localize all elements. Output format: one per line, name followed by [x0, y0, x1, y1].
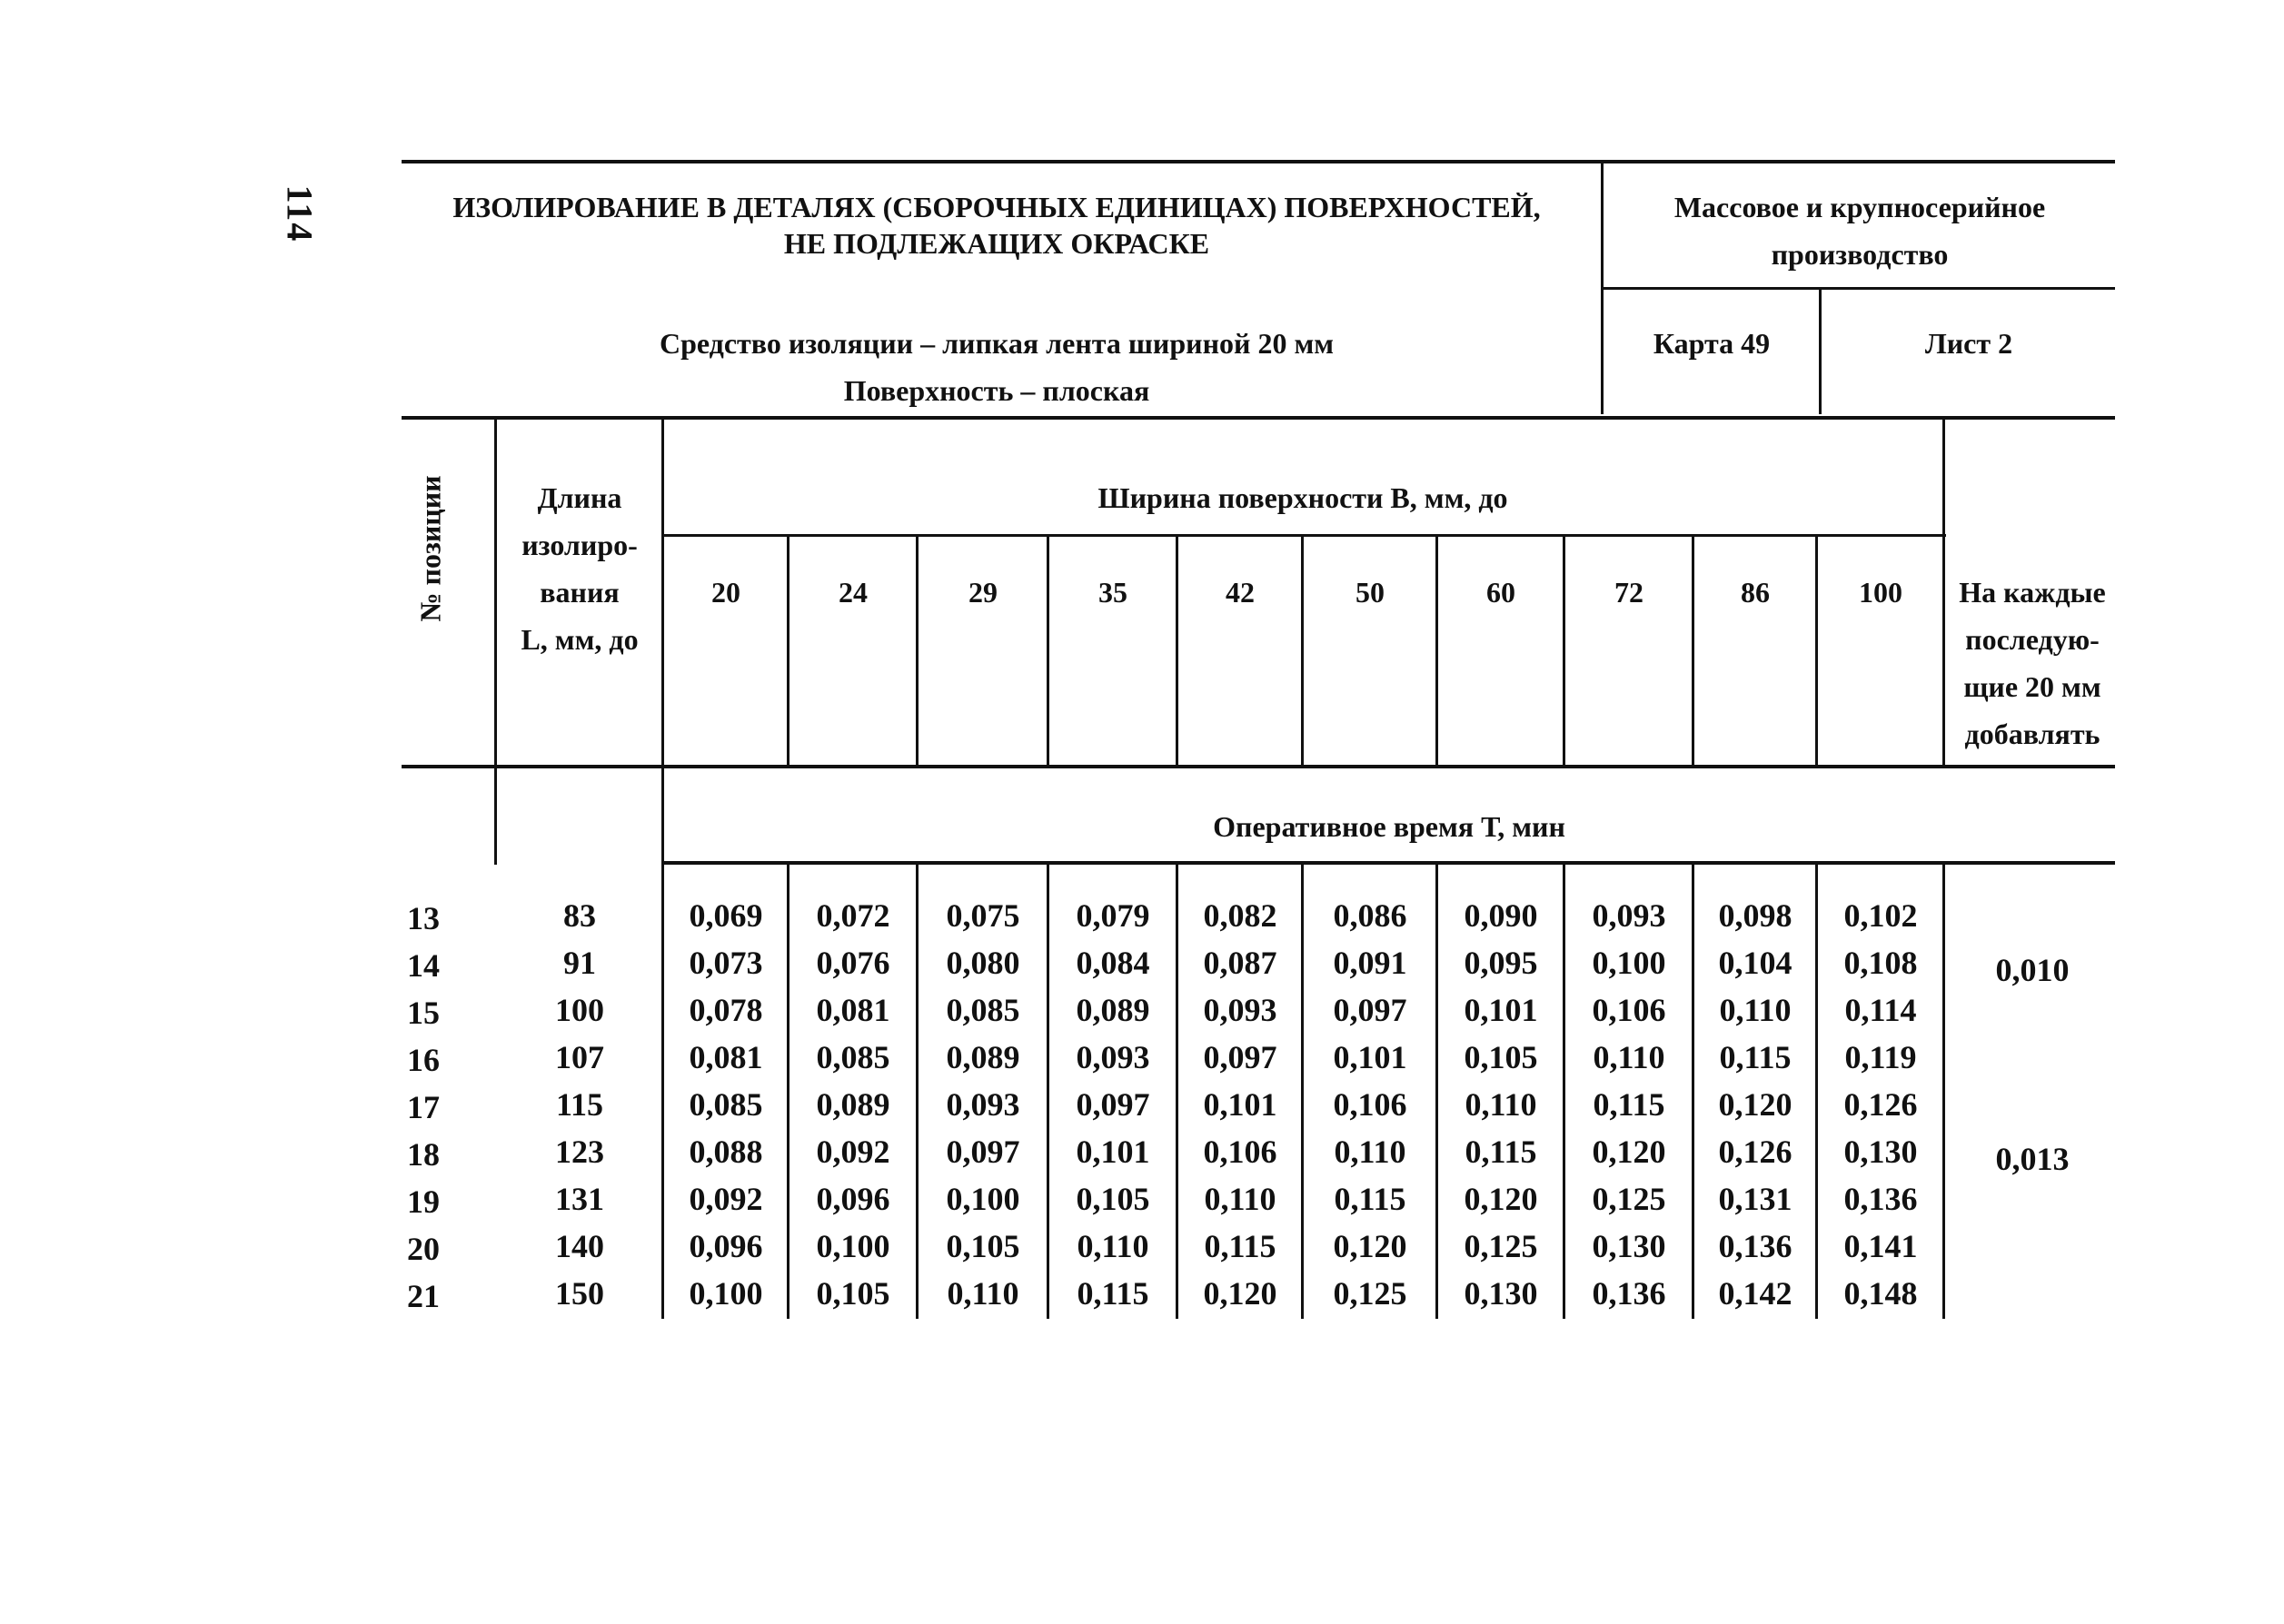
time-value: 0,115 [1465, 1134, 1537, 1170]
time-value: 0,115 [1593, 1086, 1665, 1123]
length-value: 123 [555, 1134, 604, 1170]
time-value: 0,106 [1592, 992, 1666, 1028]
time-value: 0,120 [1203, 1275, 1277, 1312]
time-value: 0,110 [1719, 992, 1792, 1028]
width-column-separator [1047, 536, 1049, 767]
time-value: 0,100 [816, 1228, 890, 1264]
card-sheet-divider [1819, 287, 1822, 414]
time-value: 0,085 [689, 1086, 763, 1123]
width-column-separator [1435, 536, 1438, 767]
width-column-label: 29 [968, 576, 998, 609]
time-value: 0,097 [946, 1134, 1020, 1170]
width-column-separator [1815, 536, 1818, 767]
time-value: 0,126 [1718, 1134, 1792, 1170]
time-value: 0,125 [1464, 1228, 1538, 1264]
columns-bottom-rule [402, 765, 2115, 768]
time-value: 0,076 [816, 945, 890, 981]
time-value: 0,110 [1334, 1134, 1406, 1170]
width-column-label: 100 [1859, 576, 1902, 609]
header-bottom-rule [402, 416, 2115, 420]
data-column-separator [916, 865, 919, 1319]
time-value: 0,080 [946, 945, 1020, 981]
time-value: 0,093 [1076, 1039, 1150, 1075]
time-value: 0,106 [1203, 1134, 1277, 1170]
time-value: 0,115 [1334, 1181, 1406, 1217]
insulation-line-2: Поверхность – плоская [843, 374, 1150, 407]
position-number: 14 [407, 947, 440, 984]
time-value: 0,119 [1844, 1039, 1917, 1075]
time-value: 0,096 [816, 1181, 890, 1217]
time-value: 0,136 [1718, 1228, 1792, 1264]
data-column-separator [1942, 865, 1945, 1319]
position-number: 15 [407, 995, 440, 1031]
data-column-separator [1176, 865, 1178, 1319]
length-header-line-1: Длина [537, 481, 622, 514]
position-header-label: № позиции [413, 475, 447, 622]
width-column-label: 20 [711, 576, 740, 609]
time-value: 0,106 [1333, 1086, 1407, 1123]
length-value: 115 [555, 1086, 603, 1123]
card-number: Карта 49 [1653, 327, 1771, 360]
time-value: 0,136 [1592, 1275, 1666, 1312]
width-column-separator [1563, 536, 1565, 767]
add-header-line-1: На каждые [1959, 576, 2106, 609]
width-column-label: 86 [1741, 576, 1770, 609]
length-value: 107 [555, 1039, 604, 1075]
time-value: 0,092 [689, 1181, 763, 1217]
length-header-line-3: вания [540, 576, 620, 609]
position-number: 13 [407, 900, 440, 936]
width-column-separator [1692, 536, 1694, 767]
time-value: 0,130 [1843, 1134, 1918, 1170]
width-column-separator [916, 536, 919, 767]
time-header: Оперативное время Т, мин [1213, 810, 1565, 843]
length-value: 131 [555, 1181, 604, 1217]
data-column-separator [1692, 865, 1694, 1319]
insulation-info [402, 320, 1592, 414]
data-column-separator [787, 865, 789, 1319]
time-value: 0,093 [946, 1086, 1020, 1123]
position-number: 20 [407, 1231, 440, 1267]
time-value: 0,075 [946, 897, 1020, 934]
insulation-line-1: Средство изоляции – липкая лента шириной 20 мм [659, 327, 1335, 360]
width-column-separator [1301, 536, 1304, 767]
time-value: 0,136 [1843, 1181, 1918, 1217]
time-value: 0,101 [1464, 992, 1538, 1028]
title-line-1: ИЗОЛИРОВАНИЕ В ДЕТАЛЯХ (СБОРОЧНЫХ ЕДИНИЦАХ) ПОВЕРХНОСТЕЙ, [452, 191, 1541, 223]
add-header-line-4: добавлять [1964, 718, 2100, 750]
data-column-separator [1047, 865, 1049, 1319]
width-column-label: 50 [1356, 576, 1385, 609]
add-header-line-2: последую- [1965, 623, 2100, 656]
time-value: 0,087 [1203, 945, 1277, 981]
add-header [1946, 569, 2119, 758]
table-vline-add [1942, 420, 1945, 768]
time-value: 0,081 [816, 992, 890, 1028]
time-value: 0,100 [689, 1275, 763, 1312]
width-column-label: 60 [1486, 576, 1515, 609]
time-value: 0,086 [1333, 897, 1407, 934]
add-value-1: 0,010 [1995, 952, 2070, 988]
time-value: 0,091 [1333, 945, 1407, 981]
time-value: 0,089 [946, 1039, 1020, 1075]
time-value: 0,085 [946, 992, 1020, 1028]
length-header [498, 474, 661, 663]
data-column-separator [1563, 865, 1565, 1319]
time-value: 0,101 [1203, 1086, 1277, 1123]
time-value: 0,078 [689, 992, 763, 1028]
length-header-line-2: изолиро- [521, 529, 638, 561]
time-value: 0,097 [1076, 1086, 1150, 1123]
time-value: 0,126 [1843, 1086, 1918, 1123]
time-value: 0,095 [1464, 945, 1538, 981]
time-value: 0,101 [1333, 1039, 1407, 1075]
time-value: 0,110 [1465, 1086, 1537, 1123]
time-value: 0,108 [1843, 945, 1918, 981]
time-value: 0,079 [1076, 897, 1150, 934]
time-value: 0,120 [1333, 1228, 1407, 1264]
time-value: 0,100 [946, 1181, 1020, 1217]
time-value: 0,105 [1076, 1181, 1150, 1217]
time-value: 0,088 [689, 1134, 763, 1170]
time-value: 0,073 [689, 945, 763, 981]
time-value: 0,120 [1592, 1134, 1666, 1170]
add-header-line-3: щие 20 мм [1963, 670, 2101, 703]
add-value-2: 0,013 [1995, 1141, 2070, 1177]
length-value: 150 [555, 1275, 604, 1312]
time-value: 0,097 [1203, 1039, 1277, 1075]
time-value: 0,142 [1718, 1275, 1792, 1312]
time-value: 0,072 [816, 897, 890, 934]
production-line-1: Массовое и крупносерийное [1673, 191, 2046, 223]
length-header-line-4: L, мм, до [521, 623, 639, 656]
length-value: 83 [563, 897, 596, 934]
position-number: 17 [407, 1089, 440, 1125]
time-value: 0,148 [1843, 1275, 1918, 1312]
width-header-rule [663, 534, 1946, 537]
time-header-bottom-rule [663, 861, 2115, 865]
position-number: 21 [407, 1278, 440, 1314]
time-value: 0,110 [1204, 1181, 1276, 1217]
time-value: 0,097 [1333, 992, 1407, 1028]
time-value: 0,085 [816, 1039, 890, 1075]
time-value: 0,082 [1203, 897, 1277, 934]
production-bottom-rule [1601, 287, 2115, 290]
time-value: 0,130 [1464, 1275, 1538, 1312]
production-type [1604, 183, 2115, 278]
sheet-number: Лист 2 [1924, 327, 2013, 360]
time-value: 0,115 [1077, 1275, 1149, 1312]
header-top-rule [402, 160, 2115, 163]
time-value: 0,115 [1204, 1228, 1276, 1264]
time-value: 0,090 [1464, 897, 1538, 934]
time-value: 0,092 [816, 1134, 890, 1170]
time-value: 0,098 [1718, 897, 1792, 934]
time-value: 0,104 [1718, 945, 1792, 981]
time-value: 0,081 [689, 1039, 763, 1075]
width-column-separator [1176, 536, 1178, 767]
data-column-separator [1435, 865, 1438, 1319]
document-title [402, 189, 1592, 262]
time-value: 0,115 [1719, 1039, 1792, 1075]
time-value: 0,131 [1718, 1181, 1792, 1217]
width-column-label: 24 [839, 576, 868, 609]
time-value: 0,089 [1076, 992, 1150, 1028]
position-number: 19 [407, 1183, 440, 1220]
position-number: 18 [407, 1136, 440, 1173]
time-value: 0,093 [1592, 897, 1666, 934]
time-value: 0,110 [1077, 1228, 1149, 1264]
width-header: Ширина поверхности B, мм, до [1097, 481, 1508, 514]
table-vline-pos [494, 420, 497, 865]
time-value: 0,114 [1844, 992, 1917, 1028]
width-column-label: 35 [1098, 576, 1127, 609]
time-value: 0,130 [1592, 1228, 1666, 1264]
time-value: 0,084 [1076, 945, 1150, 981]
time-value: 0,105 [816, 1275, 890, 1312]
time-value: 0,101 [1076, 1134, 1150, 1170]
data-column-separator [1301, 865, 1304, 1319]
width-column-label: 42 [1226, 576, 1255, 609]
production-line-2: производство [1771, 238, 1949, 271]
width-column-separator [787, 536, 789, 767]
length-value: 140 [555, 1228, 604, 1264]
time-value: 0,096 [689, 1228, 763, 1264]
time-value: 0,093 [1203, 992, 1277, 1028]
time-value: 0,120 [1464, 1181, 1538, 1217]
time-value: 0,069 [689, 897, 763, 934]
page-number: 114 [279, 184, 321, 243]
time-value: 0,110 [1593, 1039, 1665, 1075]
time-value: 0,105 [946, 1228, 1020, 1264]
data-column-separator [1815, 865, 1818, 1319]
time-value: 0,125 [1333, 1275, 1407, 1312]
width-column-label: 72 [1614, 576, 1643, 609]
time-value: 0,141 [1843, 1228, 1918, 1264]
time-value: 0,089 [816, 1086, 890, 1123]
time-value: 0,125 [1592, 1181, 1666, 1217]
time-value: 0,100 [1592, 945, 1666, 981]
time-value: 0,110 [947, 1275, 1019, 1312]
position-number: 16 [407, 1042, 440, 1078]
title-line-2: НЕ ПОДЛЕЖАЩИХ ОКРАСКЕ [783, 227, 1210, 260]
time-value: 0,102 [1843, 897, 1918, 934]
data-column-separator [661, 865, 664, 1319]
time-value: 0,120 [1718, 1086, 1792, 1123]
length-value: 100 [555, 992, 604, 1028]
time-value: 0,105 [1464, 1039, 1538, 1075]
length-value: 91 [563, 945, 596, 981]
